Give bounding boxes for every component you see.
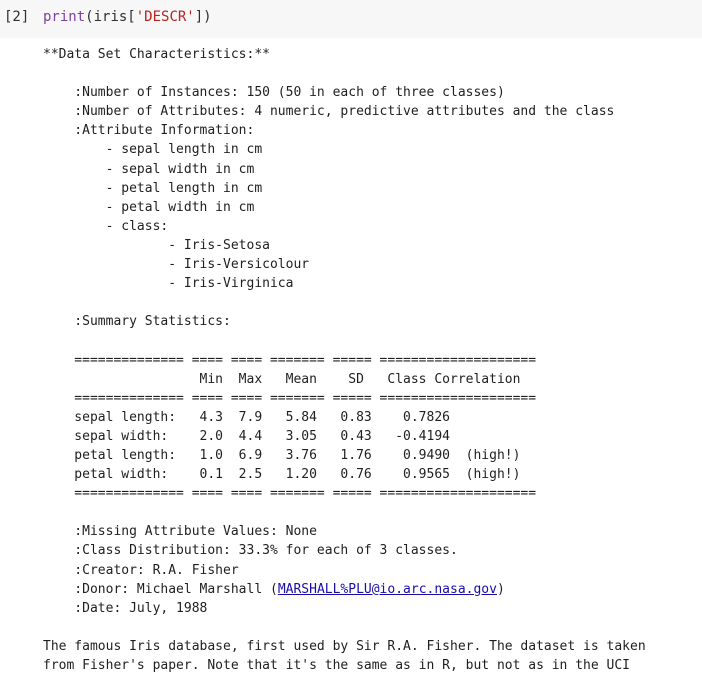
code-punct-close: ]) bbox=[194, 9, 212, 25]
cell-output-text bbox=[43, 45, 646, 675]
output-text-after-link: ) :Date: July, 1988 The famous Iris database, first used by Sir R.A. Fisher. The dataset is taken from Fisher's paper. Note that it's the same as in R, but not as in the UCI bbox=[43, 581, 646, 673]
code-function: print bbox=[43, 9, 86, 25]
code-string: 'DESCR' bbox=[135, 9, 195, 25]
code-cell-input[interactable] bbox=[0, 0, 702, 38]
code-punct-open: (iris[ bbox=[85, 9, 136, 25]
donor-email-link[interactable]: MARSHALL%PLU@io.arc.nasa.gov bbox=[277, 581, 497, 597]
cell-prompt: [2] bbox=[4, 9, 30, 25]
output-text-before-link: **Data Set Characteristics:** :Number of Instances: 150 (50 in each of three classes) :Number of Attributes: 4 numeric, predictive attributes and the class :Attribute Information: - sepal length in cm - sepal width in cm - petal length in cm - petal width in cm - class: - Iris-Setosa - Iris-Versicolour - Iris-Virginica :Summary Statistics: ============== ==== ==== ======= ===== ==================== Min Max Mean SD Class Correlation ============== ==== ==== ======= ===== ==================== sepal length: 4.3 7.9 5.84 0.83 0.7826 sepal width: 2.0 4.4 3.05 0.43 -0.4194 petal length: 1.0 6.9 3.76 1.76 0.9490 (high!) petal width: 0.1 2.5 1.20 0.76 0.9565 (high!) ============== ==== ==== ======= ===== ==================== :Missing Attribute Values: None :Class Distribution: 33.3% for each of 3 classes. :Creator: R.A. Fisher :Donor: Michael Marshall ( bbox=[43, 47, 615, 597]
code-line[interactable] bbox=[43, 7, 212, 27]
